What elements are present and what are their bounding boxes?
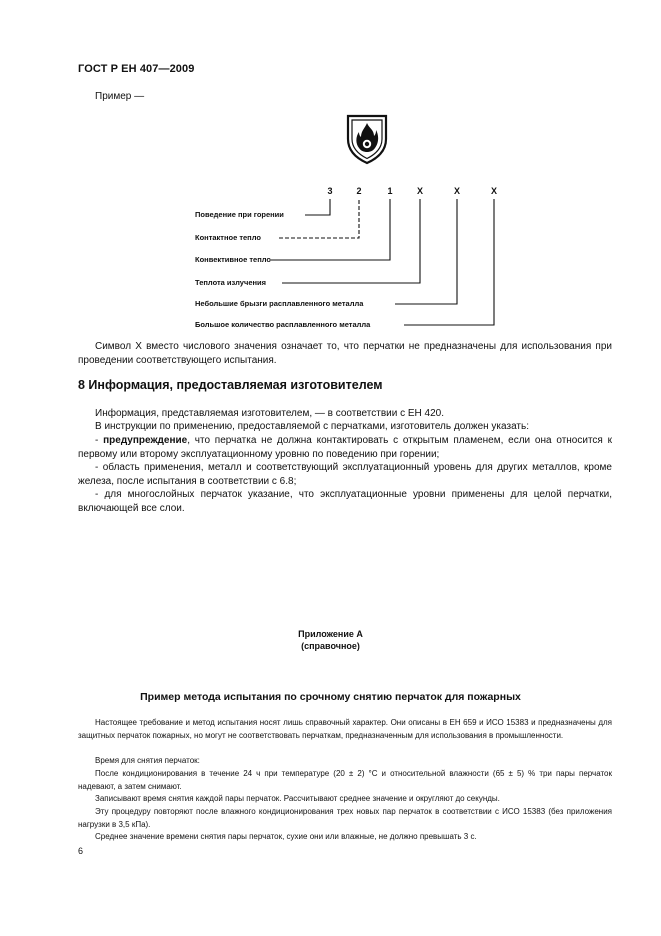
annex-paragraph-6: Среднее значение времени снятия пары перчаток, сухие они или влажные, не должно превышать 3 с.	[95, 832, 477, 841]
digit-combustion: 3	[327, 186, 333, 196]
leader-line-small-splashes	[395, 199, 457, 304]
digit-small-splashes: X	[453, 186, 460, 196]
label-radiant-heat: Теплота излучения	[195, 278, 267, 287]
warning-term: предупреждение	[103, 435, 188, 446]
annex-subtitle: (справочное)	[301, 641, 360, 651]
page-number: 6	[78, 846, 84, 856]
annex-paragraph-5: Эту процедуру повторяют после влажного кондиционирования трех новых пар перчаток в соответствии с ИСО 15383 (без приложения нагрузки в 3,5 кПа).	[78, 807, 612, 829]
bullet-1-text: , что перчатка не должна контактировать с открытым пламенем, если она относится к первому или второму эксплуатационному уровню по поведению при горении;	[78, 435, 612, 460]
label-contact-heat: Контактное тепло	[195, 233, 261, 242]
annex-title: Приложение А	[298, 629, 363, 639]
symbol-x-note: Символ X вместо числового значения означает то, что перчатки не предназначены для использования при проведении соответствующего испытания.	[78, 341, 612, 366]
leader-line-radiant-heat	[282, 199, 420, 283]
section-8-bullet-3: - для многослойных перчаток указание, что эксплуатационные уровни применены для целой перчатки, включающей все слои.	[78, 489, 612, 514]
label-large-splashes: Большое количество расплавленного металла	[195, 320, 371, 329]
section-8-paragraph-1: Информация, представляемая изготовителем, — в соответствии с ЕН 420.	[95, 408, 444, 419]
digit-contact-heat: 2	[356, 186, 362, 196]
digit-radiant-heat: X	[416, 186, 423, 196]
annex-paragraph-3: После кондиционирования в течение 24 ч при температуре (20 ± 2) °С и относительной влажности (65 ± 5) % три пары перчаток надевают, а затем снимают.	[78, 769, 612, 791]
section-8-bullet-2: - область применения, металл и соответствующий эксплуатационный уровень для других металлов, кроме железа, после испытания в соответствии с 6.8;	[78, 462, 612, 487]
leader-line-large-splashes	[404, 199, 494, 325]
annex-paragraph-4: Записывают время снятия каждой пары перчаток. Рассчитывают среднее значение и округляют до секунды.	[95, 794, 500, 803]
annex-paragraph-2: Время для снятия перчаток:	[95, 756, 200, 765]
label-small-splashes: Небольшие брызги расплавленного металла	[195, 299, 364, 308]
example-label: Пример —	[95, 91, 145, 102]
label-combustion: Поведение при горении	[195, 210, 284, 219]
digit-convective-heat: 1	[387, 186, 393, 196]
leader-line-contact-heat	[279, 199, 359, 238]
annex-heading: Пример метода испытания по срочному снятию перчаток для пожарных	[140, 691, 521, 703]
section-8-paragraph-2: В инструкции по применению, предоставляемой с перчатками, изготовитель должен указать:	[95, 421, 529, 432]
section-8-bullet-1: - предупреждение, что перчатка не должна контактировать с открытым пламенем, если она относится к первому или второму эксплуатационному уровню по поведению при горении;	[78, 435, 612, 460]
digit-large-splashes: X	[490, 186, 497, 196]
annex-paragraph-1: Настоящее требование и метод испытания носят лишь справочный характер. Они описаны в ЕН 659 и ИСО 15383 и предназначены для защитных перчаток пожарных, но могут не соответствовать перчаткам, предназначенным для использования в промышленности.	[78, 718, 612, 740]
leader-line-combustion	[305, 199, 330, 215]
section-8-title: 8 Информация, предоставляемая изготовителем	[78, 378, 383, 392]
standard-header: ГОСТ Р ЕН 407—2009	[78, 63, 195, 75]
diagram-leader-lines	[0, 0, 661, 340]
label-convective-heat: Конвективное тепло	[195, 255, 272, 264]
